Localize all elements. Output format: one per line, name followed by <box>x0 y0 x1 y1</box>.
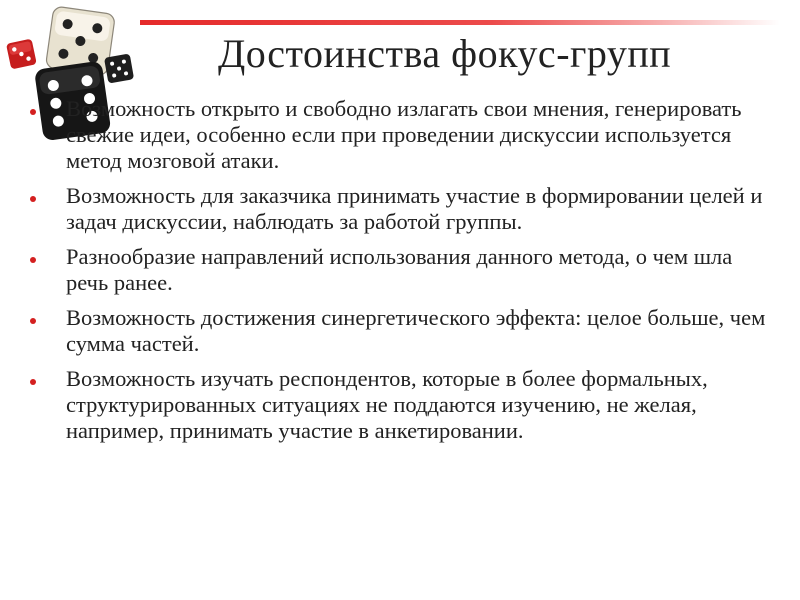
red-die <box>6 39 37 70</box>
list-item <box>30 366 770 444</box>
title-accent-line <box>140 20 780 25</box>
list-item <box>30 305 770 357</box>
bullet-dot-icon <box>30 379 36 385</box>
list-item <box>30 244 770 296</box>
bullet-list <box>30 96 770 453</box>
bullet-dot-icon <box>30 196 36 202</box>
bullet-text: Возможность изучать респондентов, которые в более формальных, структурированных ситуациях не поддаются изучению, не желая, например, принимать участие в анкетировании. <box>66 366 708 443</box>
bullet-dot-icon <box>30 109 36 115</box>
list-item <box>30 183 770 235</box>
bullet-dot-icon <box>30 257 36 263</box>
small-dark-die <box>104 53 134 83</box>
bullet-text: Разнообразие направлений использования данного метода, о чем шла речь ранее. <box>66 244 733 295</box>
bullet-text: Возможность открыто и свободно излагать свои мнения, генерировать свежие идеи, особенно если при проведении дискуссии используется метод мозговой атаки. <box>66 96 742 173</box>
bullet-text: Возможность для заказчика принимать участие в формировании целей и задач дискуссии, наблюдать за работой группы. <box>66 183 763 234</box>
list-item <box>30 96 770 174</box>
slide-title: Достоинства фокус-групп <box>218 31 672 76</box>
bullet-text: Возможность достижения синергетического эффекта: целое больше, чем сумма частей. <box>66 305 766 356</box>
bullet-dot-icon <box>30 318 36 324</box>
